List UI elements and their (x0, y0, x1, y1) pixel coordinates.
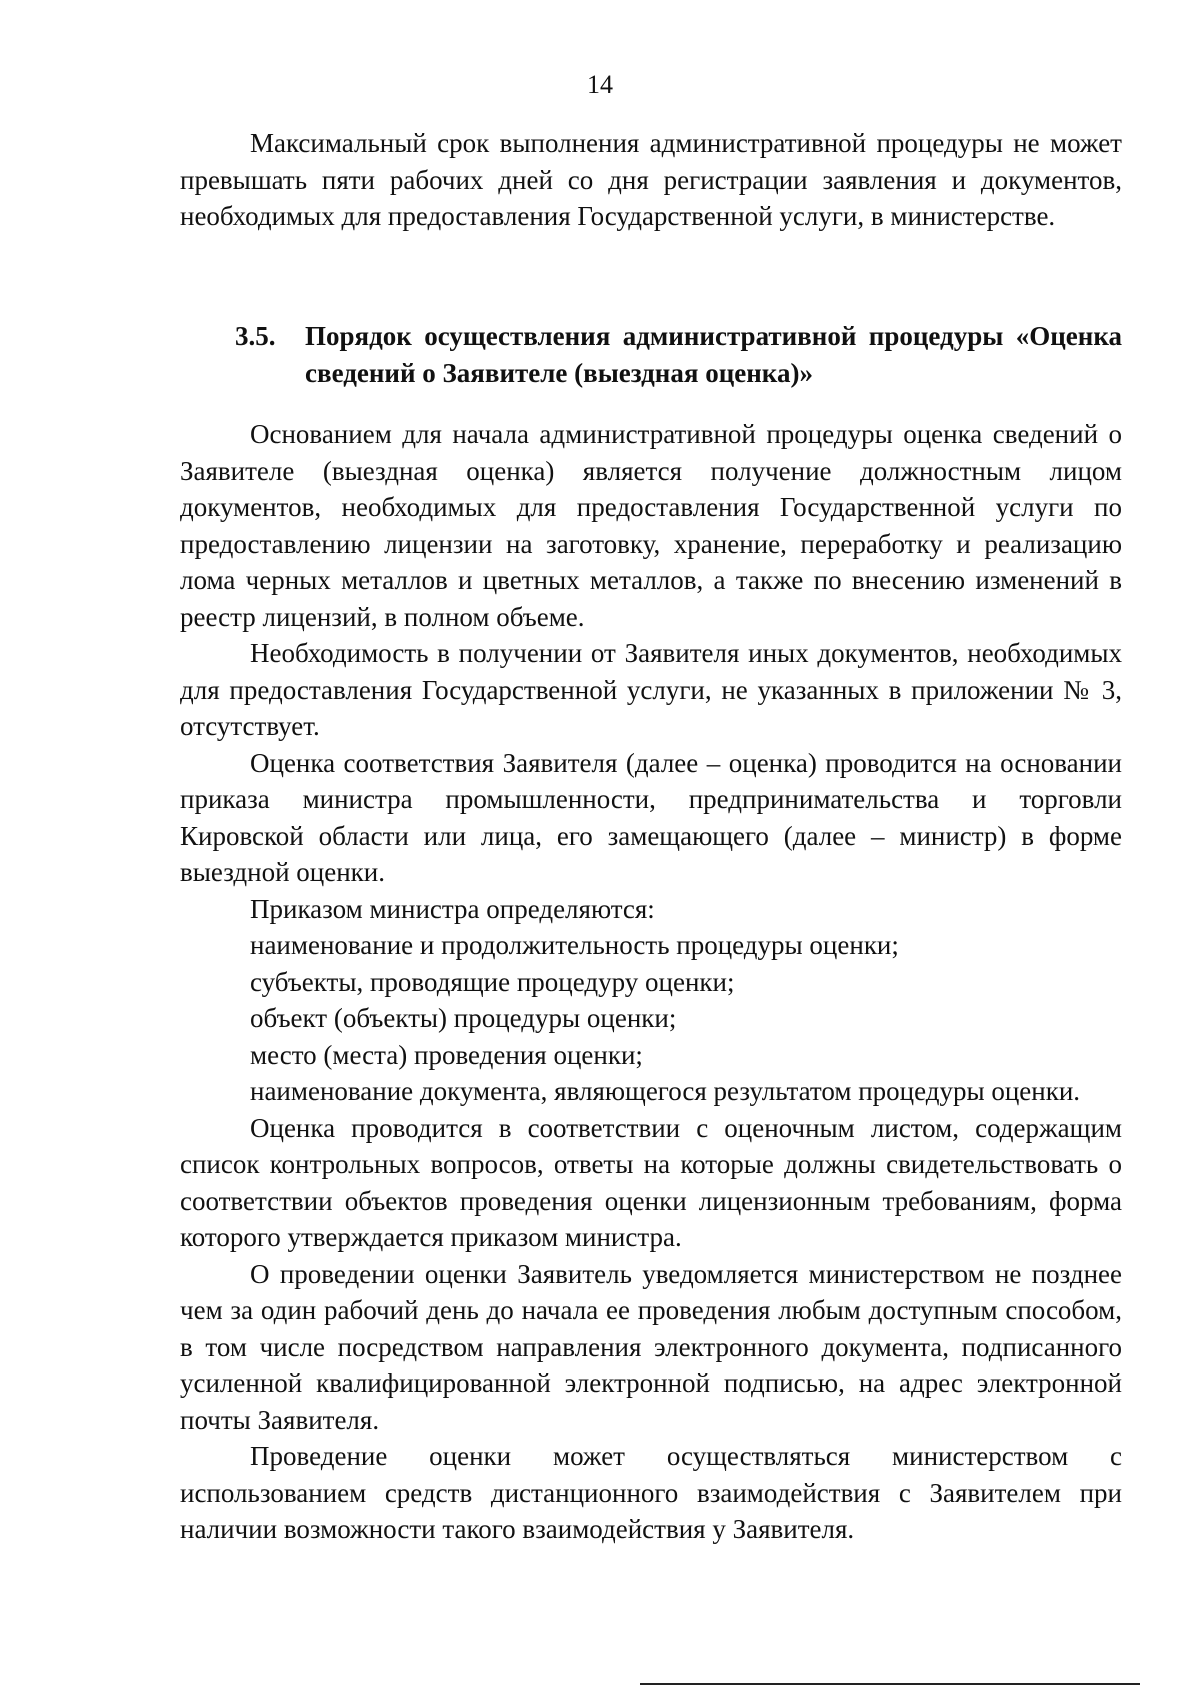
list-item: наименование документа, являющегося результатом процедуры оценки. (250, 1076, 1081, 1106)
paragraph-notification: О проведении оценки Заявитель уведомляется министерством не позднее чем за один рабочий день до начала ее проведения любым доступным способом, в том числе посредством направления электронного документа, подписанного усиленной квалифицированной электронной подписью, на адрес электронной почты Заявителя. (180, 1258, 1122, 1435)
paragraph-remote-assessment: Проведение оценки может осуществляться министерством с использованием средств дистанционного взаимодействия с Заявителем при наличии возможности такого взаимодействия у Заявителя. (180, 1441, 1122, 1544)
intro-block (180, 125, 1122, 235)
page-number: 14 (587, 70, 613, 99)
paragraph-order-defines: Приказом министра определяются: (250, 893, 655, 924)
paragraph-basis: Основанием для начала административной процедуры оценка сведений о Заявителе (выездная оценка) является получение должностным лицом документов, необходимых для предоставления Государственной услуги по предоставлению лицензии на заготовку, хранение, переработку и реализацию лома черных металлов и цветных металлов, а также по внесению изменений в реестр лицензий, в полном объеме. (180, 419, 1122, 632)
footer-divider (640, 1683, 1140, 1685)
list-item: объект (объекты) процедуры оценки; (250, 1003, 677, 1033)
section-number: 3.5. (235, 321, 276, 351)
list-item: субъекты, проводящие процедуру оценки; (250, 966, 735, 997)
section-title: Порядок осуществления административной процедуры «Оценка сведений о Заявителе (выездная оценка)» (305, 321, 1122, 388)
paragraph-checklist: Оценка проводится в соответствии с оценочным листом, содержащим список контрольных вопросов, ответы на которые должны свидетельствовать о соответствии объектов проведения оценки лицензионным требованиям, форма которого утверждается приказом министра. (180, 1112, 1122, 1252)
paragraph-assessment-order: Оценка соответствия Заявителя (далее – оценка) проводится на основании приказа министра промышленности, предпринимательства и торговли Кировской области или лица, его замещающего (далее – министр) в форме выездной оценки. (180, 747, 1122, 887)
intro-paragraph: Максимальный срок выполнения административной процедуры не может превышать пяти рабочих дней со дня регистрации заявления и документов, необходимых для предоставления Государственной услуги, в министерстве. (180, 128, 1122, 231)
list-item: место (места) проведения оценки; (250, 1039, 643, 1070)
list-item: наименование и продолжительность процедуры оценки; (250, 930, 899, 960)
paragraph-no-other-documents: Необходимость в получении от Заявителя иных документов, необходимых для предоставления Государственной услуги, не указанных в приложении № 3, отсутствует. (180, 638, 1122, 741)
section-body (180, 416, 1122, 1548)
